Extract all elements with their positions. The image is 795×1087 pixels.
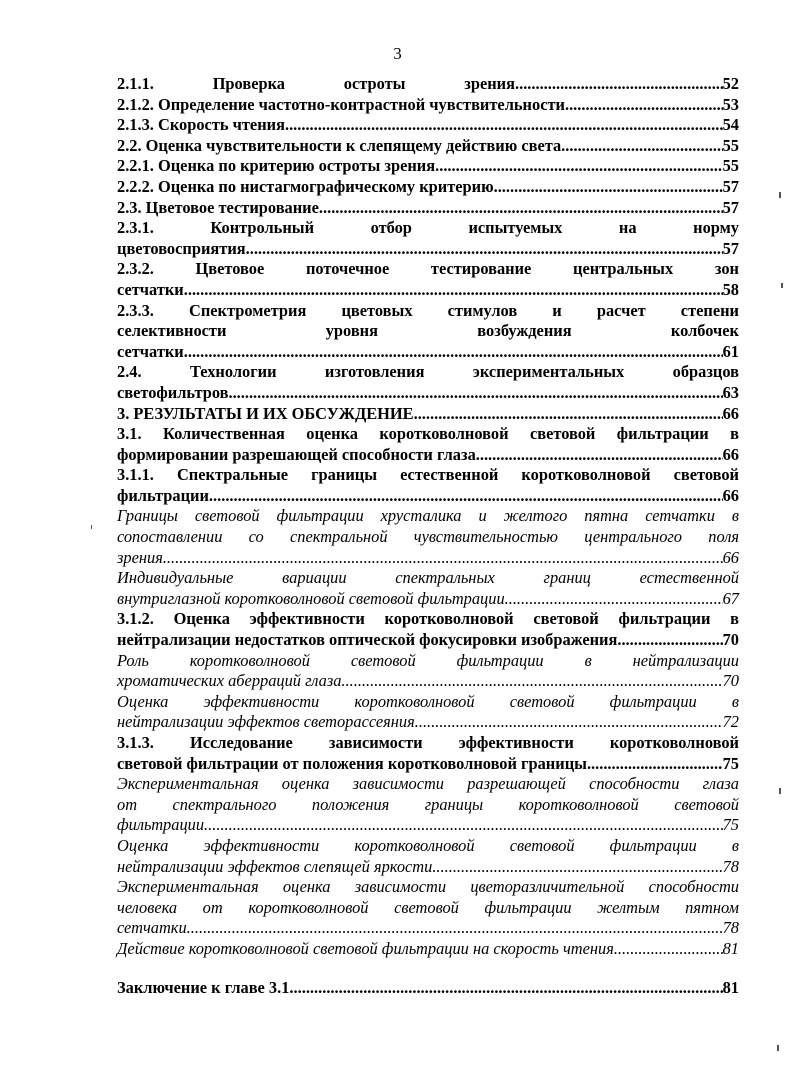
toc-entry xyxy=(117,218,739,259)
toc-entry-title: 3. РЕЗУЛЬТАТЫ И ИХ ОБСУЖДЕНИЕ xyxy=(117,403,414,423)
toc-entry-title: Заключение к главе 3.1. xyxy=(117,977,294,997)
toc-dot-leader xyxy=(163,548,723,569)
toc-entry-title: фильтрации xyxy=(117,485,209,505)
toc-entry xyxy=(117,609,739,650)
toc-dot-leader xyxy=(294,978,723,999)
toc-dot-leader xyxy=(587,754,723,775)
toc-entry-title: 2.2. Оценка чувствительности к слепящему действию света xyxy=(117,135,562,155)
toc-entry-word: Проверка xyxy=(212,74,285,93)
toc-entry xyxy=(117,877,739,939)
toc-dot-leader xyxy=(209,486,723,507)
toc-entry-line: 3.1.1. Спектральные границы естественной коротковолновой световой xyxy=(117,465,739,485)
toc-page-number: 66 xyxy=(722,547,739,567)
toc-entry-last-line xyxy=(117,857,739,878)
toc-page-number: 54 xyxy=(722,115,739,135)
toc-page-number: 55 xyxy=(722,156,739,176)
toc-page-number: 72 xyxy=(722,712,739,732)
toc-dot-leader xyxy=(184,280,723,301)
toc-entry-title: нейтрализации недостатков оптической фокусировки изображения xyxy=(117,630,618,650)
toc-entry-title: сетчатки xyxy=(117,279,184,299)
toc-entry xyxy=(117,115,739,136)
toc-entry xyxy=(117,177,739,198)
toc-page-number: 57 xyxy=(722,197,739,217)
toc-entry-line: Индивидуальные вариации спектральных границ естественной xyxy=(117,568,739,588)
toc-entry-line: Границы световой фильтрации хрусталика и желтого пятна сетчатки в xyxy=(117,506,739,526)
toc-entry-last-line xyxy=(117,548,739,569)
toc-entry-line: 2.3.1. Контрольный отбор испытуемых на норму xyxy=(117,218,739,238)
toc-entry-title: зрения xyxy=(117,547,163,567)
toc-entry-title: нейтрализации эффектов слепящей яркости xyxy=(117,856,433,876)
toc-page-number: 66 xyxy=(722,485,739,505)
toc-entry-title: нейтрализации эффектов светорассеяния xyxy=(117,712,415,732)
toc-entry-title: цветовосприятия xyxy=(117,238,246,258)
toc-entry-line: человека от коротковолновой световой фильтрации желтым пятном xyxy=(117,897,739,917)
toc-entry-last-line xyxy=(117,342,739,363)
toc-entry xyxy=(117,774,739,836)
toc-entry xyxy=(117,465,739,506)
toc-page-number: 57 xyxy=(722,238,739,258)
toc-entry-line: сопоставлении со спектральной чувствительностью центрального поля xyxy=(117,527,739,547)
toc-entry-title: фильтрации xyxy=(117,815,205,835)
toc-entry-title: сетчатки xyxy=(117,341,184,361)
toc-entry-title xyxy=(117,74,515,95)
toc-entry-title: 2.2.1. Оценка по критерию остроты зрения xyxy=(117,156,436,176)
toc-entry-title: Действие коротковолновой световой фильтрации на скорость чтения xyxy=(117,938,614,958)
toc-entry-line: селективности уровня возбуждения колбочек xyxy=(117,321,739,341)
toc-dot-leader xyxy=(415,712,723,733)
toc-entry-line: 2.3.3. Спектрометрия цветовых стимулов и расчет степени xyxy=(117,300,739,320)
toc-entry-word: остроты xyxy=(343,74,406,93)
toc-entry-line: Экспериментальная оценка зависимости разрешающей способности глаза xyxy=(117,774,739,794)
toc-dot-leader xyxy=(565,95,723,116)
toc-dot-leader xyxy=(476,445,723,466)
toc-entry-word: зрения xyxy=(464,74,515,93)
toc-entry-line: 3.1. Количественная оценка коротковолновой световой фильтрации в xyxy=(117,424,739,444)
toc-entry-last-line xyxy=(117,815,739,836)
toc-entry-title: 2.3. Цветовое тестирование xyxy=(117,197,319,217)
toc-entry-last-line xyxy=(117,239,739,260)
toc-page-number: 81 xyxy=(722,938,739,958)
toc-page-number: 55 xyxy=(722,135,739,155)
toc-entry-line: 2.3.2. Цветовое поточечное тестирование центральных зон xyxy=(117,259,739,279)
toc-entry-line: 3.1.3. Исследование зависимости эффективности коротковолновой xyxy=(117,733,739,752)
toc-entry-last-line xyxy=(117,589,739,610)
toc-entry xyxy=(117,506,739,568)
toc-entry-title: световой фильтрации от положения коротковолновой границы xyxy=(117,753,587,773)
toc-entry xyxy=(117,156,739,177)
toc-page-number: 57 xyxy=(722,176,739,196)
toc-entry xyxy=(117,939,739,960)
scan-speck xyxy=(781,283,783,288)
toc-entry xyxy=(117,424,739,465)
toc-entry-word: 2.1.1. xyxy=(117,74,154,93)
toc-entry xyxy=(117,733,739,774)
toc-entry-line: Экспериментальная оценка зависимости цветоразличительной способности xyxy=(117,877,739,897)
toc-dot-leader xyxy=(561,136,722,157)
toc-page-number: 75 xyxy=(722,753,739,773)
toc-entry-last-line xyxy=(117,280,739,301)
toc-dot-leader xyxy=(505,589,723,610)
toc-entry-last-line xyxy=(117,671,739,692)
toc-entry-last-line xyxy=(117,383,739,404)
toc-dot-leader xyxy=(614,939,723,960)
toc-entry-line: от спектрального положения границы коротковолновой световой xyxy=(117,794,739,814)
toc-entry xyxy=(117,259,739,300)
toc-entry-title: светофильтров xyxy=(117,382,229,402)
toc-dot-leader xyxy=(319,198,723,219)
toc-entry-title: внутриглазной коротковолновой световой фильтрации xyxy=(117,588,505,608)
toc-entry xyxy=(117,692,739,733)
toc-entry-last-line xyxy=(117,712,739,733)
toc-page-number: 81 xyxy=(722,977,739,997)
toc-entry xyxy=(117,836,739,877)
toc-entry xyxy=(117,301,739,363)
toc-dot-leader xyxy=(432,857,722,878)
toc-entry-title: 2.1.3. Скорость чтения xyxy=(117,115,285,135)
toc-gap xyxy=(117,960,739,978)
toc-entry-title: хроматических аберраций глаза xyxy=(117,671,342,691)
scan-speck xyxy=(779,192,781,198)
toc-entry xyxy=(117,95,739,116)
toc-dot-leader xyxy=(187,918,723,939)
toc-page-number: 78 xyxy=(722,856,739,876)
page-number: 3 xyxy=(393,44,402,63)
table-of-contents xyxy=(117,74,739,998)
toc-dot-leader xyxy=(184,342,723,363)
toc-page-number: 53 xyxy=(722,94,739,114)
toc-dot-leader xyxy=(617,630,722,651)
toc-entry-last-line xyxy=(117,918,739,939)
toc-entry-title: 2.1.2. Определение частотно-контрастной чувствительности xyxy=(117,94,565,114)
toc-entry xyxy=(117,651,739,692)
toc-entry-last-line xyxy=(117,754,739,775)
toc-entry xyxy=(117,74,739,95)
toc-page-number: 58 xyxy=(722,279,739,299)
toc-page-number: 52 xyxy=(722,74,739,93)
toc-page-number: 75 xyxy=(722,815,739,835)
toc-dot-leader xyxy=(341,671,722,692)
toc-entry-title: сетчатки xyxy=(117,918,187,938)
toc-entry-line: 3.1.2. Оценка эффективности коротковолновой световой фильтрации в xyxy=(117,609,739,629)
scan-speck xyxy=(779,788,781,794)
toc-entry-last-line xyxy=(117,630,739,651)
toc-dot-leader xyxy=(204,815,723,836)
toc-dot-leader xyxy=(494,177,723,198)
toc-page-number: 63 xyxy=(722,382,739,402)
scan-speck xyxy=(777,1045,779,1051)
toc-page-number: 78 xyxy=(722,918,739,938)
toc-entry xyxy=(117,198,739,219)
toc-entry-last-line xyxy=(117,486,739,507)
toc-dot-leader xyxy=(515,74,723,95)
toc-page-number: 67 xyxy=(722,588,739,608)
toc-page-number: 66 xyxy=(722,403,739,423)
toc-dot-leader xyxy=(414,404,723,425)
toc-entry-last-line xyxy=(117,445,739,466)
toc-entry-line: Оценка эффективности коротковолновой световой фильтрации в xyxy=(117,835,739,855)
scan-speck xyxy=(91,525,92,529)
toc-page-number: 70 xyxy=(722,630,739,650)
toc-dot-leader xyxy=(246,239,723,260)
toc-entry-title: формировании разрешающей способности глаза xyxy=(117,444,476,464)
toc-entry-line: Оценка эффективности коротковолновой световой фильтрации в xyxy=(117,691,739,711)
toc-dot-leader xyxy=(228,383,722,404)
toc-entry xyxy=(117,978,739,999)
toc-entry-line: Роль коротковолновой световой фильтрации в нейтрализации xyxy=(117,650,739,670)
toc-entry xyxy=(117,404,739,425)
toc-entry xyxy=(117,568,739,609)
toc-entry-line: 2.4. Технологии изготовления экспериментальных образцов xyxy=(117,362,739,382)
toc-page-number: 70 xyxy=(722,671,739,691)
toc-entry xyxy=(117,362,739,403)
toc-dot-leader xyxy=(435,156,722,177)
toc-page-number: 61 xyxy=(722,341,739,361)
toc-dot-leader xyxy=(285,115,723,136)
toc-entry-title: 2.2.2. Оценка по нистагмографическому критерию xyxy=(117,176,494,196)
toc-page-number: 66 xyxy=(722,444,739,464)
toc-entry xyxy=(117,136,739,157)
